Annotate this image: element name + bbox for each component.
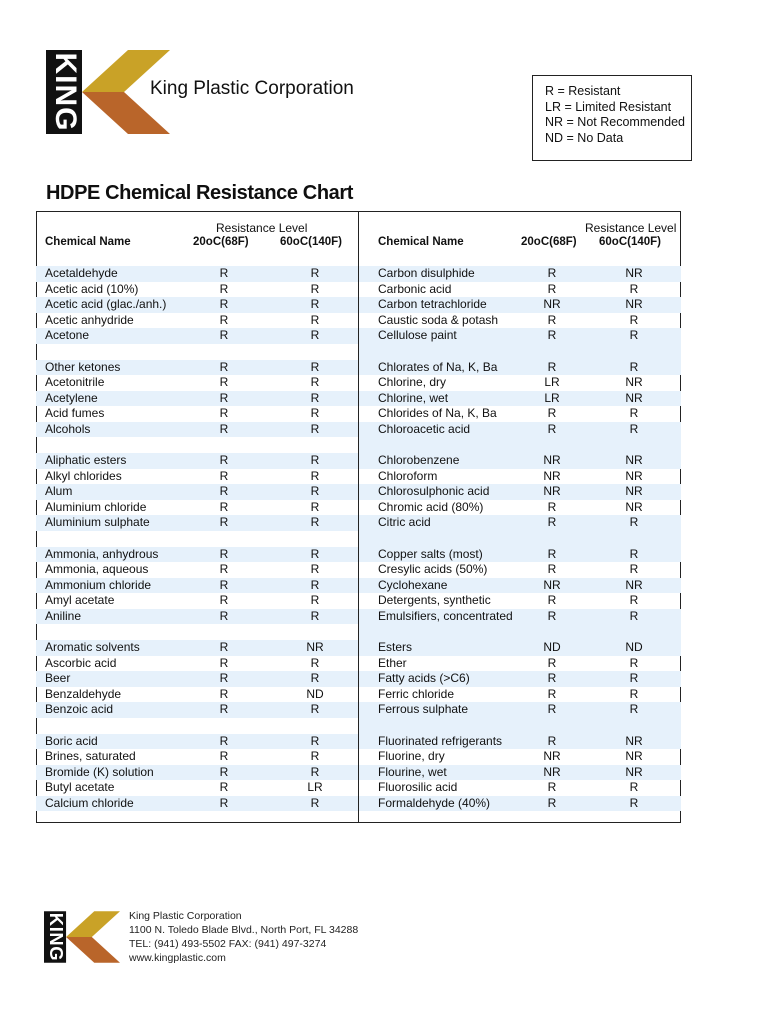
resistance-20c: R <box>547 281 557 296</box>
table-row <box>36 702 358 718</box>
table-row <box>359 360 681 376</box>
resistance-20c: R <box>219 468 229 483</box>
resistance-20c: LR <box>544 375 560 389</box>
resistance-60c: R <box>629 421 639 436</box>
resistance-20c: R <box>219 499 229 514</box>
table-row <box>359 609 681 625</box>
table-row <box>359 749 681 765</box>
chemical-name: Caustic soda & potash <box>378 312 499 327</box>
chemical-name: Alum <box>45 484 73 498</box>
table-row <box>36 469 358 485</box>
group-spacer <box>359 531 681 547</box>
chemical-name: Ascorbic acid <box>45 655 117 670</box>
resistance-60c: R <box>310 266 320 280</box>
resistance-20c: R <box>547 702 557 716</box>
table-row <box>36 796 358 812</box>
resistance-20c: R <box>219 780 229 794</box>
resistance-60c: R <box>310 795 320 810</box>
resistance-20c: R <box>219 312 229 327</box>
group-spacer <box>359 624 681 640</box>
table-row <box>359 266 681 282</box>
resistance-60c: R <box>629 562 639 576</box>
table-row <box>36 328 358 344</box>
resistance-20c: R <box>219 640 229 654</box>
resistance-60c: R <box>310 671 320 685</box>
resistance-60c: NR <box>625 749 643 763</box>
table-row <box>359 671 681 687</box>
table-row <box>359 500 681 516</box>
chemical-name: Carbonic acid <box>378 281 452 296</box>
resistance-60c: R <box>629 546 639 561</box>
chemical-name: Ferrous sulphate <box>378 702 469 716</box>
chemical-name: Benzoic acid <box>45 702 114 716</box>
resistance-20c: R <box>219 328 229 342</box>
resistance-60c: R <box>629 702 639 716</box>
resistance-60c: R <box>310 608 320 623</box>
resistance-20c: NR <box>543 297 561 311</box>
resistance-20c: R <box>219 655 229 670</box>
resistance-60c: R <box>310 406 320 420</box>
table-row <box>359 796 681 812</box>
resistance-60c: R <box>629 406 639 420</box>
chemical-name: Chlorine, wet <box>378 390 449 405</box>
chemical-name: Chromic acid (80%) <box>378 499 484 514</box>
chemical-name: Aluminium chloride <box>45 499 147 514</box>
chemical-name: Acetic anhydride <box>45 312 134 327</box>
chemical-name: Chlorosulphonic acid <box>378 484 490 498</box>
chemical-name: Ammonia, anhydrous <box>45 546 159 561</box>
header-chemical-name: Chemical Name <box>378 236 464 248</box>
table-row <box>359 375 681 391</box>
chemical-name: Carbon disulphide <box>378 266 475 280</box>
table-row <box>359 297 681 313</box>
chemical-name: Fluorine, dry <box>378 749 445 763</box>
resistance-60c: R <box>310 421 320 436</box>
resistance-20c: NR <box>543 764 561 779</box>
resistance-20c: R <box>547 593 557 607</box>
resistance-60c: NR <box>625 468 643 483</box>
chemical-name: Carbon tetrachloride <box>378 297 487 311</box>
chemical-name: Emulsifiers, concentrated <box>378 608 513 623</box>
resistance-20c: R <box>219 406 229 420</box>
resistance-20c: R <box>547 780 557 794</box>
table-row <box>36 765 358 781</box>
resistance-20c: R <box>547 359 557 374</box>
resistance-60c: R <box>310 764 320 779</box>
resistance-20c: R <box>547 608 557 623</box>
resistance-20c: R <box>547 686 557 701</box>
chemical-name: Cellulose paint <box>378 328 457 342</box>
chemical-name: Acetonitrile <box>45 375 105 389</box>
logo-text: KING <box>46 912 68 962</box>
table-row <box>36 375 358 391</box>
resistance-60c: NR <box>306 640 324 654</box>
table-row <box>359 391 681 407</box>
resistance-60c: R <box>310 499 320 514</box>
resistance-20c: R <box>219 359 229 374</box>
group-spacer <box>359 718 681 734</box>
table-row <box>36 313 358 329</box>
table-row <box>359 593 681 609</box>
table-row <box>36 282 358 298</box>
chemical-name: Alcohols <box>45 421 91 436</box>
resistance-20c: R <box>219 795 229 810</box>
table-row <box>36 484 358 500</box>
resistance-60c: ND <box>306 686 324 701</box>
resistance-20c: NR <box>543 577 561 592</box>
resistance-60c: NR <box>625 577 643 592</box>
resistance-20c: R <box>547 562 557 576</box>
resistance-20c: R <box>219 375 229 389</box>
table-row <box>359 406 681 422</box>
resistance-60c: NR <box>625 390 643 405</box>
chemical-name: Formaldehyde (40%) <box>378 795 491 810</box>
chemical-name: Acetaldehyde <box>45 266 118 280</box>
footer-address: 1100 N. Toledo Blade Blvd., North Port, FL 34288 <box>129 924 359 936</box>
table-row <box>359 765 681 781</box>
chemical-name: Cyclohexane <box>378 577 448 592</box>
chemical-name: Other ketones <box>45 359 121 374</box>
chart-title: HDPE Chemical Resistance Chart <box>46 182 354 204</box>
logo-text: KING <box>49 52 83 132</box>
chemical-name: Cresylic acids (50%) <box>378 562 488 576</box>
resistance-60c: R <box>310 733 320 748</box>
chemical-name: Butyl acetate <box>45 780 115 794</box>
resistance-60c: R <box>310 749 320 763</box>
resistance-20c: LR <box>544 390 560 405</box>
table-row <box>359 328 681 344</box>
resistance-20c: R <box>219 281 229 296</box>
resistance-20c: R <box>219 764 229 779</box>
resistance-60c: NR <box>625 297 643 311</box>
chemical-name: Aluminium sulphate <box>45 515 150 529</box>
resistance-60c: R <box>629 655 639 670</box>
chemical-name: Chlorides of Na, K, Ba <box>378 406 497 420</box>
resistance-20c: R <box>219 453 229 467</box>
table-row <box>36 266 358 282</box>
resistance-20c: R <box>219 266 229 280</box>
resistance-20c: NR <box>543 749 561 763</box>
resistance-60c: R <box>310 312 320 327</box>
resistance-20c: R <box>547 266 557 280</box>
resistance-60c: R <box>310 375 320 389</box>
resistance-20c: NR <box>543 468 561 483</box>
table-row <box>359 562 681 578</box>
table-row <box>36 391 358 407</box>
resistance-60c: R <box>310 453 320 467</box>
chemical-name: Alkyl chlorides <box>45 468 122 483</box>
chemical-name: Acetone <box>45 328 90 342</box>
resistance-20c: R <box>219 515 229 529</box>
resistance-60c: R <box>310 702 320 716</box>
resistance-level-label: Resistance Level <box>216 221 308 235</box>
table-row <box>359 547 681 563</box>
resistance-60c: NR <box>625 733 643 748</box>
header-60c: 60oC(140F) <box>599 236 661 248</box>
resistance-60c: NR <box>625 266 643 280</box>
chemical-name: Esters <box>378 640 413 654</box>
table-row <box>36 593 358 609</box>
king-logo-small <box>44 910 120 964</box>
resistance-60c: R <box>310 562 320 576</box>
legend-item: ND = No Data <box>545 130 624 145</box>
chemical-name: Ether <box>378 655 407 670</box>
legend-item: NR = Not Recommended <box>545 115 685 129</box>
chemical-name: Beer <box>45 671 71 685</box>
header-20c: 20oC(68F) <box>521 236 577 248</box>
resistance-60c: R <box>629 686 639 701</box>
chemical-name: Chlorobenzene <box>378 453 460 467</box>
resistance-20c: R <box>219 702 229 716</box>
resistance-20c: R <box>219 577 229 592</box>
footer-company: King Plastic Corporation <box>129 910 242 922</box>
resistance-60c: R <box>310 546 320 561</box>
resistance-20c: R <box>547 733 557 748</box>
chemical-name: Acetic acid (glac./anh.) <box>45 297 167 311</box>
chemical-name: Amyl acetate <box>45 593 115 607</box>
column-headers <box>36 236 358 252</box>
table-row <box>36 547 358 563</box>
resistance-60c: R <box>310 281 320 296</box>
resistance-60c: R <box>310 484 320 498</box>
chemical-name: Flourine, wet <box>378 764 447 779</box>
chemical-name: Chlorine, dry <box>378 375 447 389</box>
table-row <box>36 515 358 531</box>
table-row <box>36 297 358 313</box>
table-row <box>36 578 358 594</box>
chemical-name: Detergents, synthetic <box>378 593 491 607</box>
resistance-20c: R <box>219 671 229 685</box>
table-row <box>36 500 358 516</box>
chemical-name: Acetylene <box>45 390 98 405</box>
resistance-20c: R <box>219 390 229 405</box>
resistance-20c: R <box>219 593 229 607</box>
resistance-60c: R <box>629 671 639 685</box>
chemical-name: Fatty acids (>C6) <box>378 671 470 685</box>
chemical-name: Chlorates of Na, K, Ba <box>378 359 498 374</box>
resistance-60c: R <box>310 297 320 311</box>
chemical-name: Benzaldehyde <box>45 686 122 701</box>
resistance-60c: R <box>629 780 639 794</box>
resistance-60c: R <box>310 577 320 592</box>
table-row <box>36 687 358 703</box>
resistance-60c: R <box>310 515 320 529</box>
resistance-60c: NR <box>625 499 643 514</box>
resistance-60c: R <box>310 390 320 405</box>
resistance-20c: R <box>547 655 557 670</box>
chemical-name: Calcium chloride <box>45 795 134 810</box>
table-row <box>36 640 358 656</box>
table-row <box>359 515 681 531</box>
resistance-20c: R <box>219 484 229 498</box>
group-spacer <box>36 437 358 453</box>
resistance-20c: R <box>547 328 557 342</box>
resistance-60c: NR <box>625 484 643 498</box>
table-row <box>36 671 358 687</box>
resistance-20c: R <box>547 671 557 685</box>
chemical-name: Boric acid <box>45 733 98 748</box>
resistance-60c: NR <box>625 453 643 467</box>
resistance-60c: R <box>310 468 320 483</box>
header-20c: 20oC(68F) <box>193 236 249 248</box>
chemical-name: Ammonium chloride <box>45 577 152 592</box>
resistance-20c: R <box>547 312 557 327</box>
legend-item: R = Resistant <box>545 84 621 98</box>
table-row <box>36 609 358 625</box>
table-row <box>359 687 681 703</box>
table-row <box>36 406 358 422</box>
chemical-name: Acid fumes <box>45 406 105 420</box>
chemical-name: Fluorinated refrigerants <box>378 733 503 748</box>
table-row <box>36 360 358 376</box>
table-row <box>36 749 358 765</box>
resistance-60c: LR <box>307 780 323 794</box>
resistance-60c: R <box>629 515 639 529</box>
chemical-name: Fluorosilic acid <box>378 780 458 794</box>
left-rows <box>36 266 358 811</box>
resistance-20c: NR <box>543 484 561 498</box>
resistance-60c: R <box>310 328 320 342</box>
footer-phone: TEL: (941) 493-5502 FAX: (941) 497-3274 <box>129 938 327 950</box>
legend-item: LR = Limited Resistant <box>545 99 672 114</box>
column-headers <box>359 236 681 252</box>
resistance-20c: R <box>219 686 229 701</box>
table-row <box>359 422 681 438</box>
resistance-20c: ND <box>543 640 561 654</box>
chemical-name: Ferric chloride <box>378 686 455 701</box>
chemical-name: Chloroacetic acid <box>378 421 471 436</box>
resistance-20c: R <box>219 749 229 763</box>
resistance-20c: R <box>547 421 557 436</box>
table-row <box>359 469 681 485</box>
resistance-60c: R <box>310 655 320 670</box>
group-spacer <box>36 624 358 640</box>
chemical-name: Chloroform <box>378 468 438 483</box>
table-row <box>359 313 681 329</box>
resistance-60c: R <box>629 608 639 623</box>
resistance-20c: R <box>219 297 229 311</box>
table-row <box>36 562 358 578</box>
footer-contact <box>129 909 358 965</box>
chemical-name: Copper salts (most) <box>378 546 483 561</box>
table-row <box>359 702 681 718</box>
resistance-60c: R <box>629 312 639 327</box>
group-spacer <box>359 437 681 453</box>
resistance-60c: R <box>629 328 639 342</box>
table-row <box>359 656 681 672</box>
resistance-60c: R <box>310 359 320 374</box>
resistance-60c: R <box>629 359 639 374</box>
resistance-20c: R <box>547 546 557 561</box>
resistance-20c: R <box>219 421 229 436</box>
resistance-20c: R <box>547 795 557 810</box>
right-rows <box>359 266 681 811</box>
resistance-60c: R <box>629 593 639 607</box>
table-row <box>36 453 358 469</box>
table-row <box>359 734 681 750</box>
resistance-60c: NR <box>625 764 643 779</box>
chemical-name: Citric acid <box>378 515 431 529</box>
table-row <box>359 578 681 594</box>
group-spacer <box>36 718 358 734</box>
group-spacer <box>36 344 358 360</box>
resistance-level-label: Resistance Level <box>585 221 677 235</box>
resistance-20c: R <box>219 608 229 623</box>
legend <box>532 75 692 161</box>
table-row <box>36 656 358 672</box>
company-name: King Plastic Corporation <box>150 78 354 99</box>
resistance-60c: NR <box>625 375 643 389</box>
resistance-60c: R <box>629 281 639 296</box>
table-row <box>36 780 358 796</box>
table-row <box>36 422 358 438</box>
resistance-60c: ND <box>625 640 643 654</box>
chemical-name: Aniline <box>45 608 82 623</box>
chemical-name: Ammonia, aqueous <box>45 562 149 576</box>
table-row <box>36 734 358 750</box>
chemical-name: Aromatic solvents <box>45 640 140 654</box>
chemical-name: Acetic acid (10%) <box>45 281 139 296</box>
resistance-20c: R <box>219 546 229 561</box>
chemical-name: Bromide (K) solution <box>45 764 154 779</box>
chemical-name: Brines, saturated <box>45 749 136 763</box>
resistance-20c: R <box>547 406 557 420</box>
table-row <box>359 640 681 656</box>
chemical-name: Aliphatic esters <box>45 453 127 467</box>
resistance-20c: R <box>547 515 557 529</box>
resistance-20c: R <box>219 733 229 748</box>
resistance-20c: NR <box>543 453 561 467</box>
header-chemical-name: Chemical Name <box>45 236 131 248</box>
group-spacer <box>359 344 681 360</box>
header-60c: 60oC(140F) <box>280 236 342 248</box>
footer-website[interactable]: www.kingplastic.com <box>129 952 226 964</box>
table-row <box>359 282 681 298</box>
table-row <box>359 484 681 500</box>
resistance-60c: R <box>629 795 639 810</box>
group-spacer <box>36 531 358 547</box>
table-row <box>359 780 681 796</box>
resistance-60c: R <box>310 593 320 607</box>
resistance-20c: R <box>547 499 557 514</box>
resistance-20c: R <box>219 562 229 576</box>
table-row <box>359 453 681 469</box>
